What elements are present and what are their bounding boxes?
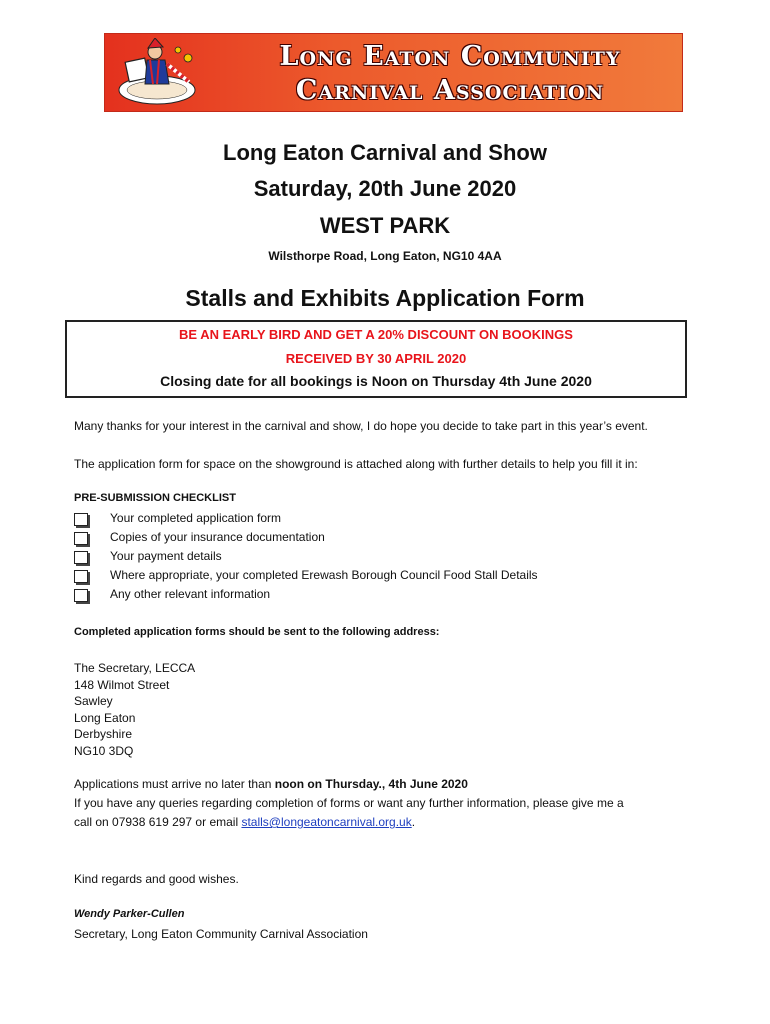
address-line: NG10 3DQ [74,744,134,758]
queries-line-2 [74,815,415,829]
checklist-item[interactable] [74,511,694,529]
checklist-item-label: Your completed application form [110,511,281,525]
closing-date: Closing date for all bookings is Noon on Thursday 4th June 2020 [160,373,592,389]
address-line: Derbyshire [74,727,133,741]
event-date: Saturday, 20th June 2020 [253,176,517,201]
carnival-logo [117,38,199,108]
checklist-item-label: Copies of your insurance documentation [110,530,325,544]
deadline-prefix: Applications must arrive no later than [74,777,275,791]
booking-notice-box [65,320,687,398]
checklist-item-label: Where appropriate, your completed Erewash Borough Council Food Stall Details [110,568,538,582]
signatory-name: Wendy Parker-Cullen [74,908,185,920]
queries-line-1: If you have any queries regarding completion of forms or want any further information, please give me a [74,796,624,810]
checklist-item-label: Any other relevant information [110,587,271,601]
checkbox[interactable] [74,532,88,545]
checkbox[interactable] [74,589,88,602]
checklist-item[interactable] [74,568,694,586]
address-line: Long Eaton [74,711,136,725]
early-bird-line-1: BE AN EARLY BIRD AND GET A 20% DISCOUNT ON BOOKINGS [179,327,573,342]
venue-address: Wilsthorpe Road, Long Eaton, NG10 4AA [268,249,502,263]
deadline-line [74,777,468,791]
intro-paragraph-2: The application form for space on the showground is attached along with further details to help you fill it in: [74,457,638,471]
address-line: The Secretary, LECCA [74,661,196,675]
event-venue: WEST PARK [319,213,451,238]
checklist-item-label: Your payment details [110,549,222,563]
form-title: Stalls and Exhibits Application Form [185,285,585,311]
email-link[interactable]: stalls@longeatoncarnival.org.uk [241,815,412,829]
checklist-item[interactable] [74,549,694,567]
checklist-item[interactable] [74,530,694,548]
checkbox[interactable] [74,551,88,564]
early-bird-line-2: RECEIVED BY 30 APRIL 2020 [285,351,467,366]
checklist-item[interactable] [74,587,694,605]
contact-prefix: call on 07938 619 297 or email [74,815,242,829]
signatory-role: Secretary, Long Eaton Community Carnival Association [74,927,368,941]
send-to-heading: Completed application forms should be sent to the following address: [74,626,440,638]
deadline-date: noon on Thursday., 4th June 2020 [274,777,468,791]
intro-paragraph-1: Many thanks for your interest in the carnival and show, I do hope you decide to take part in this year’s event. [74,419,648,433]
address-line: 148 Wilmot Street [74,678,170,692]
checklist-heading: PRE-SUBMISSION CHECKLIST [74,492,236,504]
header-banner [104,33,683,112]
address-line: Sawley [74,694,113,708]
banner-line-2: Carnival Association [295,75,605,106]
regards-text: Kind regards and good wishes. [74,872,239,886]
banner-line-1: Long Eaton Community [279,41,621,72]
contact-suffix: . [411,815,416,829]
checkbox[interactable] [74,570,88,583]
banner-title [225,40,675,108]
checkbox[interactable] [74,513,88,526]
event-title: Long Eaton Carnival and Show [223,140,547,165]
